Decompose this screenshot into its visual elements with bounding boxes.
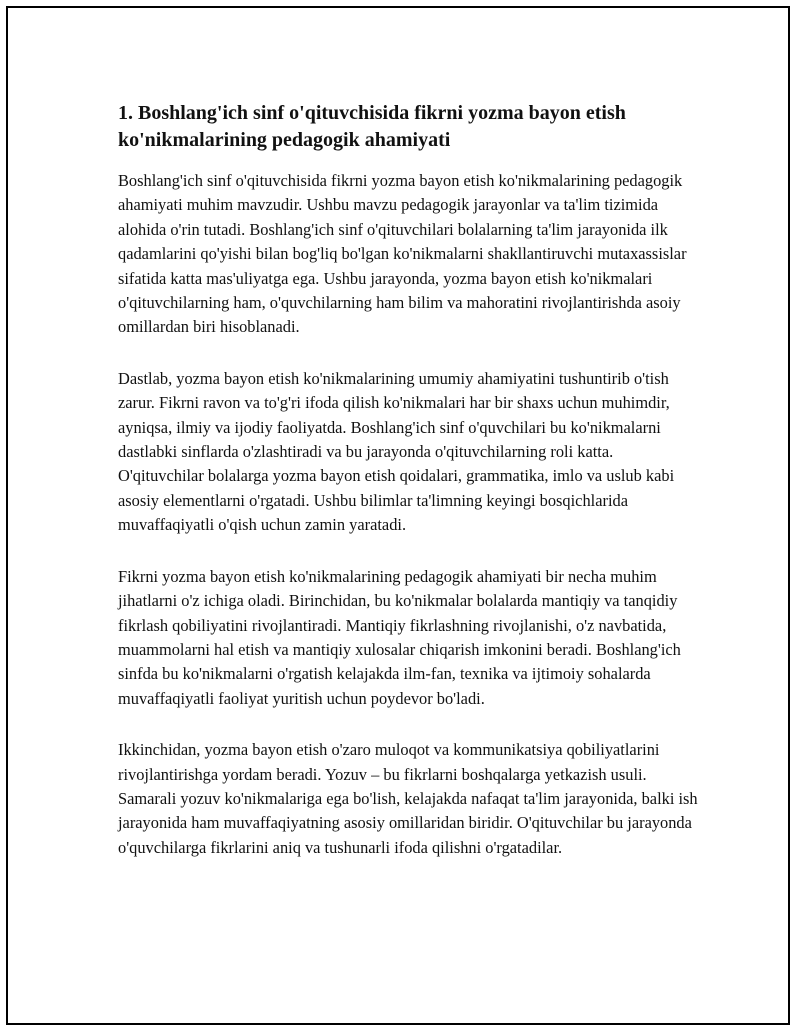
paragraph-2: Dastlab, yozma bayon etish ko'nikmalarining umumiy ahamiyatini tushuntirib o'tish zarur. Fikrni ravon va to'g'ri ifoda qilish ko'nikmalari har bir shaxs uchun muhimdir, ayniqsa, ilmiy va ijodiy faoliyatda. Boshlang'ich sinf o'quvchilari bu ko'nikmalarni dastlabki sinflarda o'zlashtiradi va bu jarayonda o'qituvchilarning roli katta. O'qituvchilar bolalarga yozma bayon etish qoidalari, grammatika, imlo va uslub kabi asosiy elementlarni o'rgatadi. Ushbu bilimlar ta'limning keyingi bosqichlarida muvaffaqiyatli o'qish uchun zamin yaratadi.: [118, 368, 675, 535]
page-frame: [6, 6, 790, 1025]
document-title: 1. Boshlang'ich sinf o'qituvchisida fikrni yozma bayon etish ko'nikmalarining pedagogik ahamiyati: [118, 102, 626, 151]
paragraph-1: Boshlang'ich sinf o'qituvchisida fikrni yozma bayon etish ko'nikmalarining pedagogik ahamiyati muhim mavzudir. Ushbu mavzu pedagogik jarayonlar va ta'lim tizimida alohida o'rin tutadi. Boshlang'ich sinf o'qituvchilari bolalarning ta'lim jarayonida ilk qadamlarini qo'yishi bilan bog'liq bo'lgan ko'nikmalarni shakllantiruvchi mutaxassislar sifatida katta mas'uliyatga ega. Ushbu jarayonda, yozma bayon etish ko'nikmalari o'qituvchilarning ham, o'quvchilarning ham bilim va mahoratini rivojlantirishda asoiy omillardan biri hisoblanadi.: [118, 171, 687, 337]
paragraph-4: Ikkinchidan, yozma bayon etish o'zaro muloqot va kommunikatsiya qobiliyatlarini rivojlantirishga yordam beradi. Yozuv – bu fikrlarni boshqalarga yetkazish usuli. Samarali yozuv ko'nikmalariga ega bo'lish, kelajakda nafaqat ta'lim jarayonida, balki ish jarayonida ham muvaffaqiyatning asosiy omillaridan biridir. O'qituvchilar bu jarayonda o'quvchilarga fikrlarini aniq va tushunarli ifoda qilishni o'rgatadilar.: [118, 740, 698, 857]
document-body: [118, 100, 698, 887]
paragraph-3: Fikrni yozma bayon etish ko'nikmalarining pedagogik ahamiyati bir necha muhim jihatlarni o'z ichiga oladi. Birinchidan, bu ko'nikmalar bolalarda mantiqiy va tanqidiy fikrlash qobiliyatini rivojlantiradi. Mantiqiy fikrlashning rivojlanishi, o'z navbatida, muammolarni hal etish va mantiqiy xulosalar chiqarish imkonini beradi. Boshlang'ich sinfda bu ko'nikmalarni o'rgatish kelajakda ilm-fan, texnika va ijtimoiy sohalarda muvaffaqiyatli faoliyat yuritish uchun poydevor bo'ladi.: [118, 566, 681, 708]
